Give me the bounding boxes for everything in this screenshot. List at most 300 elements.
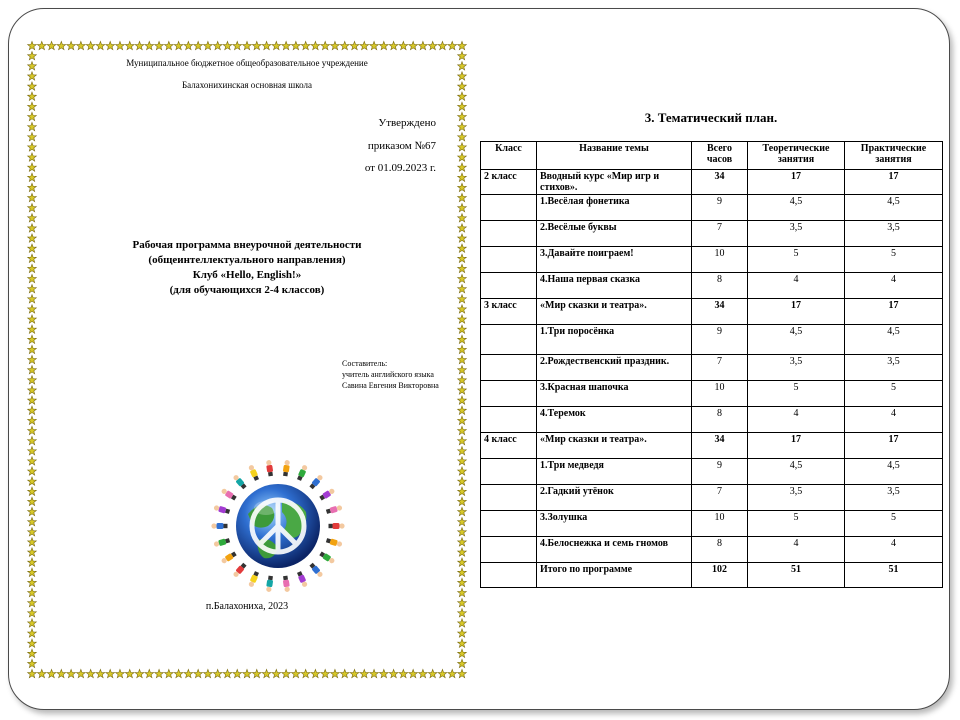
child-figure-icon: [220, 487, 237, 501]
cell-topic: 4.Белоснежка и семь гномов: [537, 537, 692, 563]
border-star-icon: [243, 41, 252, 49]
cell-total-hours: 7: [692, 355, 748, 381]
border-star-icon: [409, 669, 418, 677]
cell-practice: 4,5: [845, 459, 943, 485]
cell-class: 2 класс: [481, 170, 537, 195]
border-star-icon: [458, 153, 467, 161]
cell-theory: 17: [748, 433, 845, 459]
cell-theory: 5: [748, 511, 845, 537]
child-figure-icon: [296, 571, 308, 588]
border-star-icon: [28, 355, 37, 363]
header-class: Класс: [481, 142, 537, 170]
cell-theory: 4,5: [748, 195, 845, 221]
cell-class: [481, 563, 537, 588]
border-star-icon: [135, 669, 144, 677]
thematic-plan-table: [480, 141, 943, 588]
border-star-icon: [262, 41, 271, 49]
border-star-icon: [204, 41, 213, 49]
border-star-icon: [331, 669, 340, 677]
cell-total-hours: 7: [692, 221, 748, 247]
border-star-icon: [458, 345, 467, 353]
table-row: [481, 325, 943, 355]
border-star-icon: [243, 669, 252, 677]
border-star-icon: [458, 234, 467, 242]
program-title: [46, 238, 448, 298]
cell-total-hours: 7: [692, 485, 748, 511]
cell-class: [481, 221, 537, 247]
border-star-icon: [28, 507, 37, 515]
cell-theory: 51: [748, 563, 845, 588]
border-star-icon: [458, 315, 467, 323]
border-star-icon: [28, 163, 37, 171]
border-star-icon: [458, 72, 467, 80]
border-star-icon: [155, 669, 164, 677]
table-row: [481, 170, 943, 195]
border-star-icon: [28, 487, 37, 495]
cell-total-hours: 9: [692, 195, 748, 221]
place-and-year: п.Балахониха, 2023: [205, 601, 289, 612]
cell-theory: 17: [748, 299, 845, 325]
cell-practice: 17: [845, 433, 943, 459]
border-star-icon: [458, 517, 467, 525]
border-star-icon: [458, 426, 467, 434]
table-row: [481, 221, 943, 247]
border-star-icon: [47, 41, 56, 49]
border-star-icon: [331, 41, 340, 49]
border-star-icon: [458, 487, 467, 495]
border-star-icon: [37, 41, 46, 49]
border-star-icon: [458, 274, 467, 282]
border-star-icon: [379, 41, 388, 49]
border-star-icon: [262, 669, 271, 677]
cell-class: [481, 195, 537, 221]
border-star-icon: [458, 163, 467, 171]
cell-practice: 4,5: [845, 195, 943, 221]
cell-total-hours: 8: [692, 537, 748, 563]
cell-topic: 3.Красная шапочка: [537, 381, 692, 407]
border-star-icon: [252, 41, 261, 49]
border-star-icon: [458, 62, 467, 70]
border-star-icon: [28, 315, 37, 323]
border-star-icon: [28, 72, 37, 80]
child-figure-icon: [232, 474, 247, 490]
cell-theory: 3,5: [748, 485, 845, 511]
border-star-icon: [252, 669, 261, 677]
globe-icon: [208, 456, 348, 596]
border-star-icon: [28, 436, 37, 444]
border-star-icon: [458, 497, 467, 505]
child-figure-icon: [211, 523, 227, 529]
border-star-icon: [213, 41, 222, 49]
border-star-icon: [458, 244, 467, 252]
border-star-icon: [301, 41, 310, 49]
child-figure-icon: [326, 537, 343, 547]
border-star-icon: [389, 41, 398, 49]
border-star-icon: [448, 669, 457, 677]
cell-class: [481, 325, 537, 355]
border-star-icon: [428, 669, 437, 677]
cell-topic: 2.Рождественский праздник.: [537, 355, 692, 381]
program-title-line: Рабочая программа внеурочной деятельности: [132, 239, 362, 251]
border-star-icon: [458, 416, 467, 424]
border-star-icon: [370, 669, 379, 677]
plan-heading: 3. Тематический план.: [644, 110, 778, 125]
border-star-icon: [116, 41, 125, 49]
cell-class: 4 класс: [481, 433, 537, 459]
program-title-line: (общеинтеллектуального направления): [148, 254, 346, 266]
border-star-icon: [28, 366, 37, 374]
child-figure-icon: [329, 523, 345, 529]
border-star-icon: [223, 669, 232, 677]
table-row: [481, 247, 943, 273]
border-star-icon: [28, 659, 37, 667]
border-star-icon: [28, 619, 37, 627]
border-star-icon: [106, 669, 115, 677]
cell-theory: 5: [748, 247, 845, 273]
border-star-icon: [28, 416, 37, 424]
border-star-icon: [458, 669, 467, 677]
cell-practice: 4: [845, 273, 943, 299]
border-star-icon: [458, 183, 467, 191]
border-star-icon: [458, 193, 467, 201]
border-star-icon: [428, 41, 437, 49]
compiler-line: Составитель:: [342, 359, 388, 368]
cell-practice: 4: [845, 537, 943, 563]
border-star-icon: [458, 568, 467, 576]
border-star-icon: [438, 669, 447, 677]
border-star-icon: [28, 173, 37, 181]
cell-practice: 17: [845, 170, 943, 195]
border-star-icon: [184, 41, 193, 49]
cell-total-hours: 9: [692, 459, 748, 485]
title-page: [26, 40, 468, 680]
cell-theory: 4,5: [748, 459, 845, 485]
header-total-hours: Всего часов: [692, 142, 748, 170]
border-star-icon: [28, 52, 37, 60]
child-figure-icon: [266, 576, 274, 593]
cell-topic: 2.Гадкий утёнок: [537, 485, 692, 511]
border-star-icon: [28, 214, 37, 222]
border-star-icon: [184, 669, 193, 677]
border-star-icon: [340, 41, 349, 49]
border-star-icon: [458, 143, 467, 151]
cell-total-hours: 10: [692, 247, 748, 273]
child-figure-icon: [296, 464, 308, 481]
table-row: [481, 459, 943, 485]
border-star-icon: [125, 41, 134, 49]
border-star-icon: [282, 41, 291, 49]
cell-class: [481, 273, 537, 299]
header-topic: Название темы: [537, 142, 692, 170]
border-star-icon: [28, 41, 37, 49]
border-star-icon: [458, 325, 467, 333]
table-row: [481, 273, 943, 299]
border-star-icon: [28, 153, 37, 161]
border-star-icon: [28, 639, 37, 647]
border-star-icon: [67, 41, 76, 49]
border-star-icon: [458, 467, 467, 475]
border-star-icon: [458, 639, 467, 647]
cell-topic: 4.Наша первая сказка: [537, 273, 692, 299]
border-star-icon: [350, 41, 359, 49]
border-star-icon: [135, 41, 144, 49]
border-star-icon: [28, 588, 37, 596]
border-star-icon: [458, 203, 467, 211]
program-title-line: (для обучающихся 2-4 классов): [169, 284, 325, 296]
border-star-icon: [409, 41, 418, 49]
cell-theory: 4: [748, 407, 845, 433]
border-star-icon: [458, 447, 467, 455]
border-star-icon: [458, 659, 467, 667]
border-star-icon: [458, 588, 467, 596]
border-star-icon: [458, 295, 467, 303]
cell-theory: 4: [748, 273, 845, 299]
child-figure-icon: [282, 460, 290, 477]
border-star-icon: [458, 133, 467, 141]
border-star-icon: [458, 477, 467, 485]
border-star-icon: [116, 669, 125, 677]
border-star-icon: [458, 396, 467, 404]
border-star-icon: [28, 568, 37, 576]
cell-total-hours: 102: [692, 563, 748, 588]
border-star-icon: [28, 122, 37, 130]
child-figure-icon: [326, 504, 343, 514]
border-star-icon: [233, 669, 242, 677]
program-title-line: Клуб «Hello, English!»: [192, 269, 302, 281]
compiler-info: [342, 358, 439, 391]
table-row: [481, 537, 943, 563]
approval-order: приказом №67: [367, 140, 436, 152]
border-star-icon: [458, 558, 467, 566]
cell-total-hours: 8: [692, 273, 748, 299]
cell-topic: 4.Теремок: [537, 407, 692, 433]
border-star-icon: [164, 669, 173, 677]
border-star-icon: [458, 406, 467, 414]
border-star-icon: [458, 649, 467, 657]
border-star-icon: [28, 599, 37, 607]
border-star-icon: [340, 669, 349, 677]
border-star-icon: [28, 102, 37, 110]
header-practice: Практические занятия: [845, 142, 943, 170]
border-star-icon: [174, 669, 183, 677]
border-star-icon: [458, 548, 467, 556]
cell-practice: 5: [845, 511, 943, 537]
border-star-icon: [213, 669, 222, 677]
border-star-icon: [28, 62, 37, 70]
table-row: [481, 511, 943, 537]
border-star-icon: [458, 457, 467, 465]
border-star-icon: [311, 669, 320, 677]
border-star-icon: [399, 41, 408, 49]
cell-topic: 1.Три медведя: [537, 459, 692, 485]
border-star-icon: [458, 102, 467, 110]
border-star-icon: [28, 467, 37, 475]
border-star-icon: [223, 41, 232, 49]
cell-practice: 3,5: [845, 355, 943, 381]
cell-theory: 17: [748, 170, 845, 195]
border-star-icon: [458, 528, 467, 536]
border-star-icon: [458, 214, 467, 222]
border-star-icon: [37, 669, 46, 677]
border-star-icon: [321, 41, 330, 49]
border-star-icon: [379, 669, 388, 677]
border-star-icon: [28, 183, 37, 191]
cell-practice: 5: [845, 247, 943, 273]
border-star-icon: [458, 173, 467, 181]
compiler-line: учитель английского языка: [342, 370, 434, 379]
border-star-icon: [458, 92, 467, 100]
border-star-icon: [458, 609, 467, 617]
border-star-icon: [301, 669, 310, 677]
border-star-icon: [233, 41, 242, 49]
table-row: [481, 381, 943, 407]
border-star-icon: [28, 224, 37, 232]
border-star-icon: [28, 92, 37, 100]
border-star-icon: [458, 578, 467, 586]
child-figure-icon: [266, 460, 274, 477]
border-star-icon: [419, 41, 428, 49]
approved-label: Утверждено: [378, 117, 436, 129]
table-header-row: [481, 142, 943, 170]
child-figure-icon: [248, 464, 260, 481]
cell-theory: 3,5: [748, 355, 845, 381]
border-star-icon: [311, 41, 320, 49]
cell-practice: 5: [845, 381, 943, 407]
border-star-icon: [28, 497, 37, 505]
border-star-icon: [350, 669, 359, 677]
cell-theory: 4: [748, 537, 845, 563]
child-figure-icon: [213, 504, 230, 514]
border-star-icon: [28, 548, 37, 556]
cell-topic: 3.Золушка: [537, 511, 692, 537]
border-star-icon: [458, 436, 467, 444]
cell-topic: 3.Давайте поиграем!: [537, 247, 692, 273]
child-figure-icon: [232, 562, 247, 578]
border-star-icon: [28, 133, 37, 141]
cell-total-hours: 34: [692, 433, 748, 459]
border-star-icon: [28, 538, 37, 546]
border-star-icon: [28, 112, 37, 120]
border-star-icon: [458, 122, 467, 130]
cell-total-hours: 10: [692, 511, 748, 537]
border-star-icon: [28, 335, 37, 343]
border-star-icon: [174, 41, 183, 49]
border-star-icon: [28, 396, 37, 404]
border-star-icon: [28, 234, 37, 242]
border-star-icon: [28, 558, 37, 566]
cell-class: [481, 485, 537, 511]
border-star-icon: [28, 82, 37, 90]
border-star-icon: [194, 669, 203, 677]
border-star-icon: [86, 669, 95, 677]
cell-theory: 5: [748, 381, 845, 407]
border-star-icon: [458, 264, 467, 272]
border-star-icon: [28, 426, 37, 434]
cell-class: [481, 537, 537, 563]
cell-total-hours: 9: [692, 325, 748, 355]
border-star-icon: [458, 305, 467, 313]
child-figure-icon: [220, 551, 237, 565]
cell-topic: 1.Три поросёнка: [537, 325, 692, 355]
border-star-icon: [28, 669, 37, 677]
border-star-icon: [399, 669, 408, 677]
table-body: [481, 170, 943, 588]
cell-total-hours: 34: [692, 299, 748, 325]
child-figure-icon: [319, 487, 336, 501]
cell-practice: 4,5: [845, 325, 943, 355]
border-star-icon: [28, 285, 37, 293]
border-star-icon: [28, 376, 37, 384]
border-star-icon: [28, 295, 37, 303]
border-star-icon: [28, 244, 37, 252]
border-star-icon: [106, 41, 115, 49]
border-star-icon: [28, 264, 37, 272]
border-star-icon: [458, 52, 467, 60]
border-star-icon: [458, 254, 467, 262]
border-star-icon: [438, 41, 447, 49]
border-star-icon: [28, 578, 37, 586]
border-star-icon: [96, 669, 105, 677]
border-star-icon: [360, 41, 369, 49]
table-row: [481, 195, 943, 221]
border-star-icon: [28, 649, 37, 657]
border-star-icon: [458, 507, 467, 515]
cell-topic: Итого по программе: [537, 563, 692, 588]
cell-practice: 4: [845, 407, 943, 433]
border-star-icon: [76, 41, 85, 49]
cell-class: [481, 511, 537, 537]
border-star-icon: [28, 193, 37, 201]
child-figure-icon: [319, 551, 336, 565]
cell-class: [481, 407, 537, 433]
cell-practice: 17: [845, 299, 943, 325]
border-star-icon: [321, 669, 330, 677]
border-star-icon: [28, 457, 37, 465]
cell-practice: 3,5: [845, 221, 943, 247]
border-star-icon: [28, 609, 37, 617]
cell-total-hours: 34: [692, 170, 748, 195]
border-star-icon: [145, 669, 154, 677]
cell-topic: «Мир сказки и театра».: [537, 299, 692, 325]
border-star-icon: [28, 517, 37, 525]
border-star-icon: [28, 447, 37, 455]
border-star-icon: [57, 41, 66, 49]
border-star-icon: [360, 669, 369, 677]
cell-practice: 51: [845, 563, 943, 588]
cell-practice: 3,5: [845, 485, 943, 511]
border-star-icon: [458, 629, 467, 637]
cell-topic: «Мир сказки и театра».: [537, 433, 692, 459]
border-star-icon: [458, 335, 467, 343]
cell-total-hours: 8: [692, 407, 748, 433]
border-star-icon: [458, 366, 467, 374]
cell-class: [481, 247, 537, 273]
border-star-icon: [28, 203, 37, 211]
table-row: [481, 485, 943, 511]
border-star-icon: [458, 619, 467, 627]
border-star-icon: [125, 669, 134, 677]
border-star-icon: [47, 669, 56, 677]
border-star-icon: [67, 669, 76, 677]
border-star-icon: [194, 41, 203, 49]
cell-class: 3 класс: [481, 299, 537, 325]
compiler-line: Савина Евгения Викторовна: [342, 381, 439, 390]
border-star-icon: [458, 386, 467, 394]
border-star-icon: [28, 477, 37, 485]
globe-children-illustration: [208, 456, 348, 596]
cell-topic: 1.Весёлая фонетика: [537, 195, 692, 221]
cell-class: [481, 381, 537, 407]
